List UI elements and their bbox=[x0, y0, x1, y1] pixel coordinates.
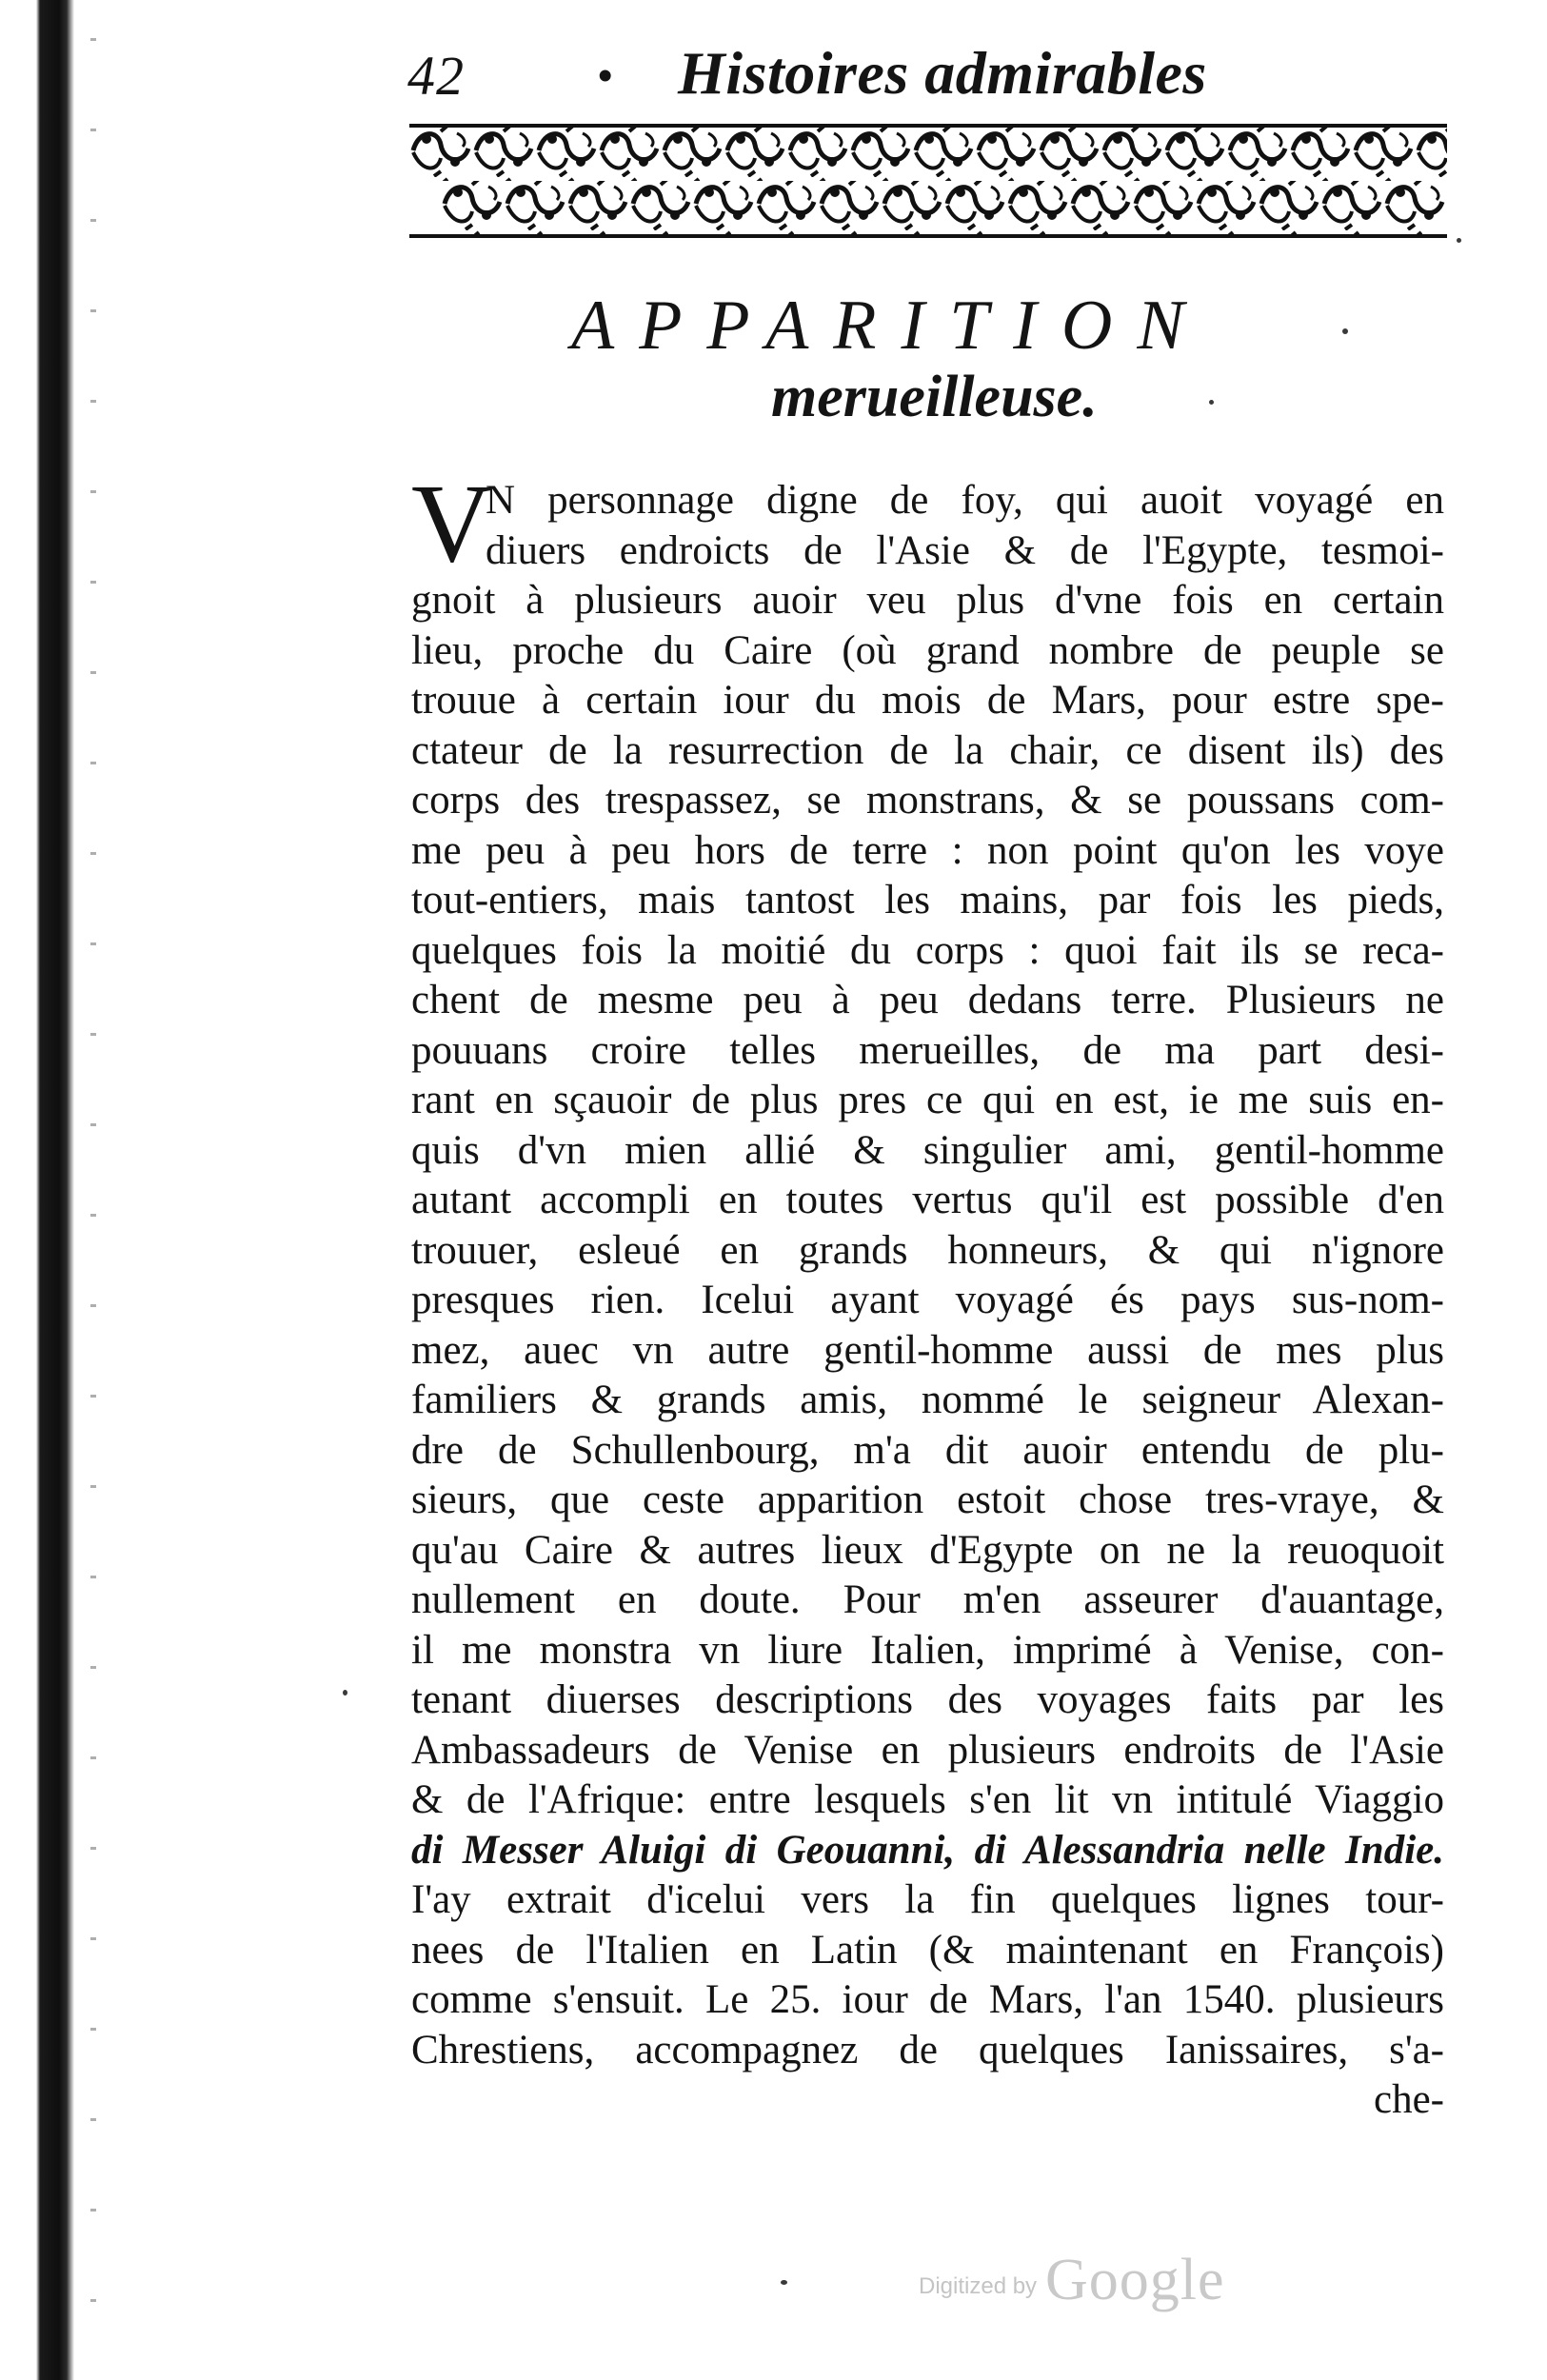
text-line: tenant diuerses descriptions des voyages faits par les bbox=[411, 1677, 1444, 1722]
ink-speck bbox=[1342, 328, 1348, 334]
text-line: N personnage digne de foy, qui auoit voyagé en bbox=[486, 478, 1444, 523]
text-line: Chrestiens, accompagnez de quelques Ianissaires, s'a- bbox=[411, 2027, 1444, 2073]
text-line: familiers & grands amis, nommé le seigneur Alexan- bbox=[411, 1378, 1444, 1422]
text-line: comme s'ensuit. Le 25. iour de Mars, l'an 1540. plusieurs bbox=[411, 1977, 1444, 2022]
text-line: il me monstra vn liure Italien, imprimé à Venise, con- bbox=[411, 1627, 1444, 1673]
text-line: trouuer, esleué en grands honneurs, & qui n'ignore bbox=[411, 1227, 1444, 1273]
drop-cap: V bbox=[411, 461, 493, 585]
text-line: chent de mesme peu à peu dedans terre. Plusieurs ne bbox=[411, 978, 1444, 1022]
text-line: sieurs, que ceste apparition estoit chose tres-vraye, & bbox=[411, 1478, 1444, 1522]
ink-speck bbox=[1457, 238, 1461, 243]
google-watermark: Google bbox=[1045, 2248, 1225, 2312]
text-line: & de l'Afrique: entre lesquels s'en lit vn intitulé Viaggio bbox=[411, 1777, 1444, 1822]
text-line: rant en sçauoir de plus pres ce qui en est, ie me suis en- bbox=[411, 1078, 1444, 1122]
text-line: qu'au Caire & autres lieux d'Egypte on ne la reuoquoit bbox=[411, 1527, 1444, 1573]
ink-speck bbox=[781, 2280, 787, 2285]
running-title: Histoires admirables bbox=[678, 39, 1207, 107]
ink-speck bbox=[1209, 400, 1214, 405]
text-line: quelques fois la moitié du corps : quoi fait ils se reca- bbox=[411, 927, 1444, 973]
text-line: diuers endroicts de l'Asie & de l'Egypte, tesmoi- bbox=[486, 527, 1444, 573]
text-line: Ambassadeurs de Venise en plusieurs endroits de l'Asie bbox=[411, 1727, 1444, 1773]
page-number: 42 bbox=[407, 45, 465, 107]
text-line: mez, auec vn autre gentil-homme aussi de mes plus bbox=[411, 1327, 1444, 1373]
text-line: ctateur de la resurrection de la chair, ce disent ils) des bbox=[411, 727, 1444, 773]
text-line: dre de Schullenbourg, m'a dit auoir entendu de plu- bbox=[411, 1427, 1444, 1473]
binding-gutter bbox=[0, 0, 124, 2380]
chapter-title: APPARITION bbox=[571, 287, 1209, 365]
text-line: nees de l'Italien en Latin (& maintenant en François) bbox=[411, 1927, 1444, 1973]
text-line-italic: di Messer Aluigi di Geouanni, di Alessandria nelle Indie. bbox=[411, 1827, 1444, 1873]
text-line: me peu à peu hors de terre : non point qu'on les voye bbox=[411, 827, 1444, 873]
text-line: I'ay extrait d'icelui vers la fin quelques lignes tour- bbox=[411, 1877, 1444, 1922]
body-text bbox=[411, 461, 1444, 2126]
text-line: corps des trespassez, se monstrans, & se poussans com- bbox=[411, 778, 1444, 823]
text-line: lieu, proche du Caire (où grand nombre de peuple se bbox=[411, 627, 1444, 673]
text-line: presques rien. Icelui ayant voyagé és pays sus-nom- bbox=[411, 1278, 1444, 1322]
text-line: quis d'vn mien allié & singulier ami, gentil-homme bbox=[411, 1127, 1444, 1173]
ornamental-headpiece-icon bbox=[409, 124, 1447, 238]
text-line: autant accompli en toutes vertus qu'il est possible d'en bbox=[411, 1178, 1444, 1222]
text-line: gnoit à plusieurs auoir veu plus d'vne fois en certain bbox=[411, 578, 1444, 623]
header-separator: • bbox=[598, 52, 613, 99]
text-line: nullement en doute. Pour m'en asseurer d'auantage, bbox=[411, 1577, 1444, 1622]
chapter-subtitle: merueilleuse. bbox=[771, 365, 1098, 429]
catchword: che- bbox=[1374, 2077, 1444, 2122]
gutter-noise bbox=[90, 0, 96, 2380]
text-line: pouuans croire telles merueilles, de ma part desi- bbox=[411, 1027, 1444, 1073]
text-line: tout-entiers, mais tantost les mains, par fois les pieds, bbox=[411, 878, 1444, 922]
digitized-by-label: Digitized by bbox=[919, 2273, 1038, 2299]
ink-speck bbox=[343, 1690, 347, 1696]
text-line: trouue à certain iour du mois de Mars, pour estre spe- bbox=[411, 678, 1444, 723]
